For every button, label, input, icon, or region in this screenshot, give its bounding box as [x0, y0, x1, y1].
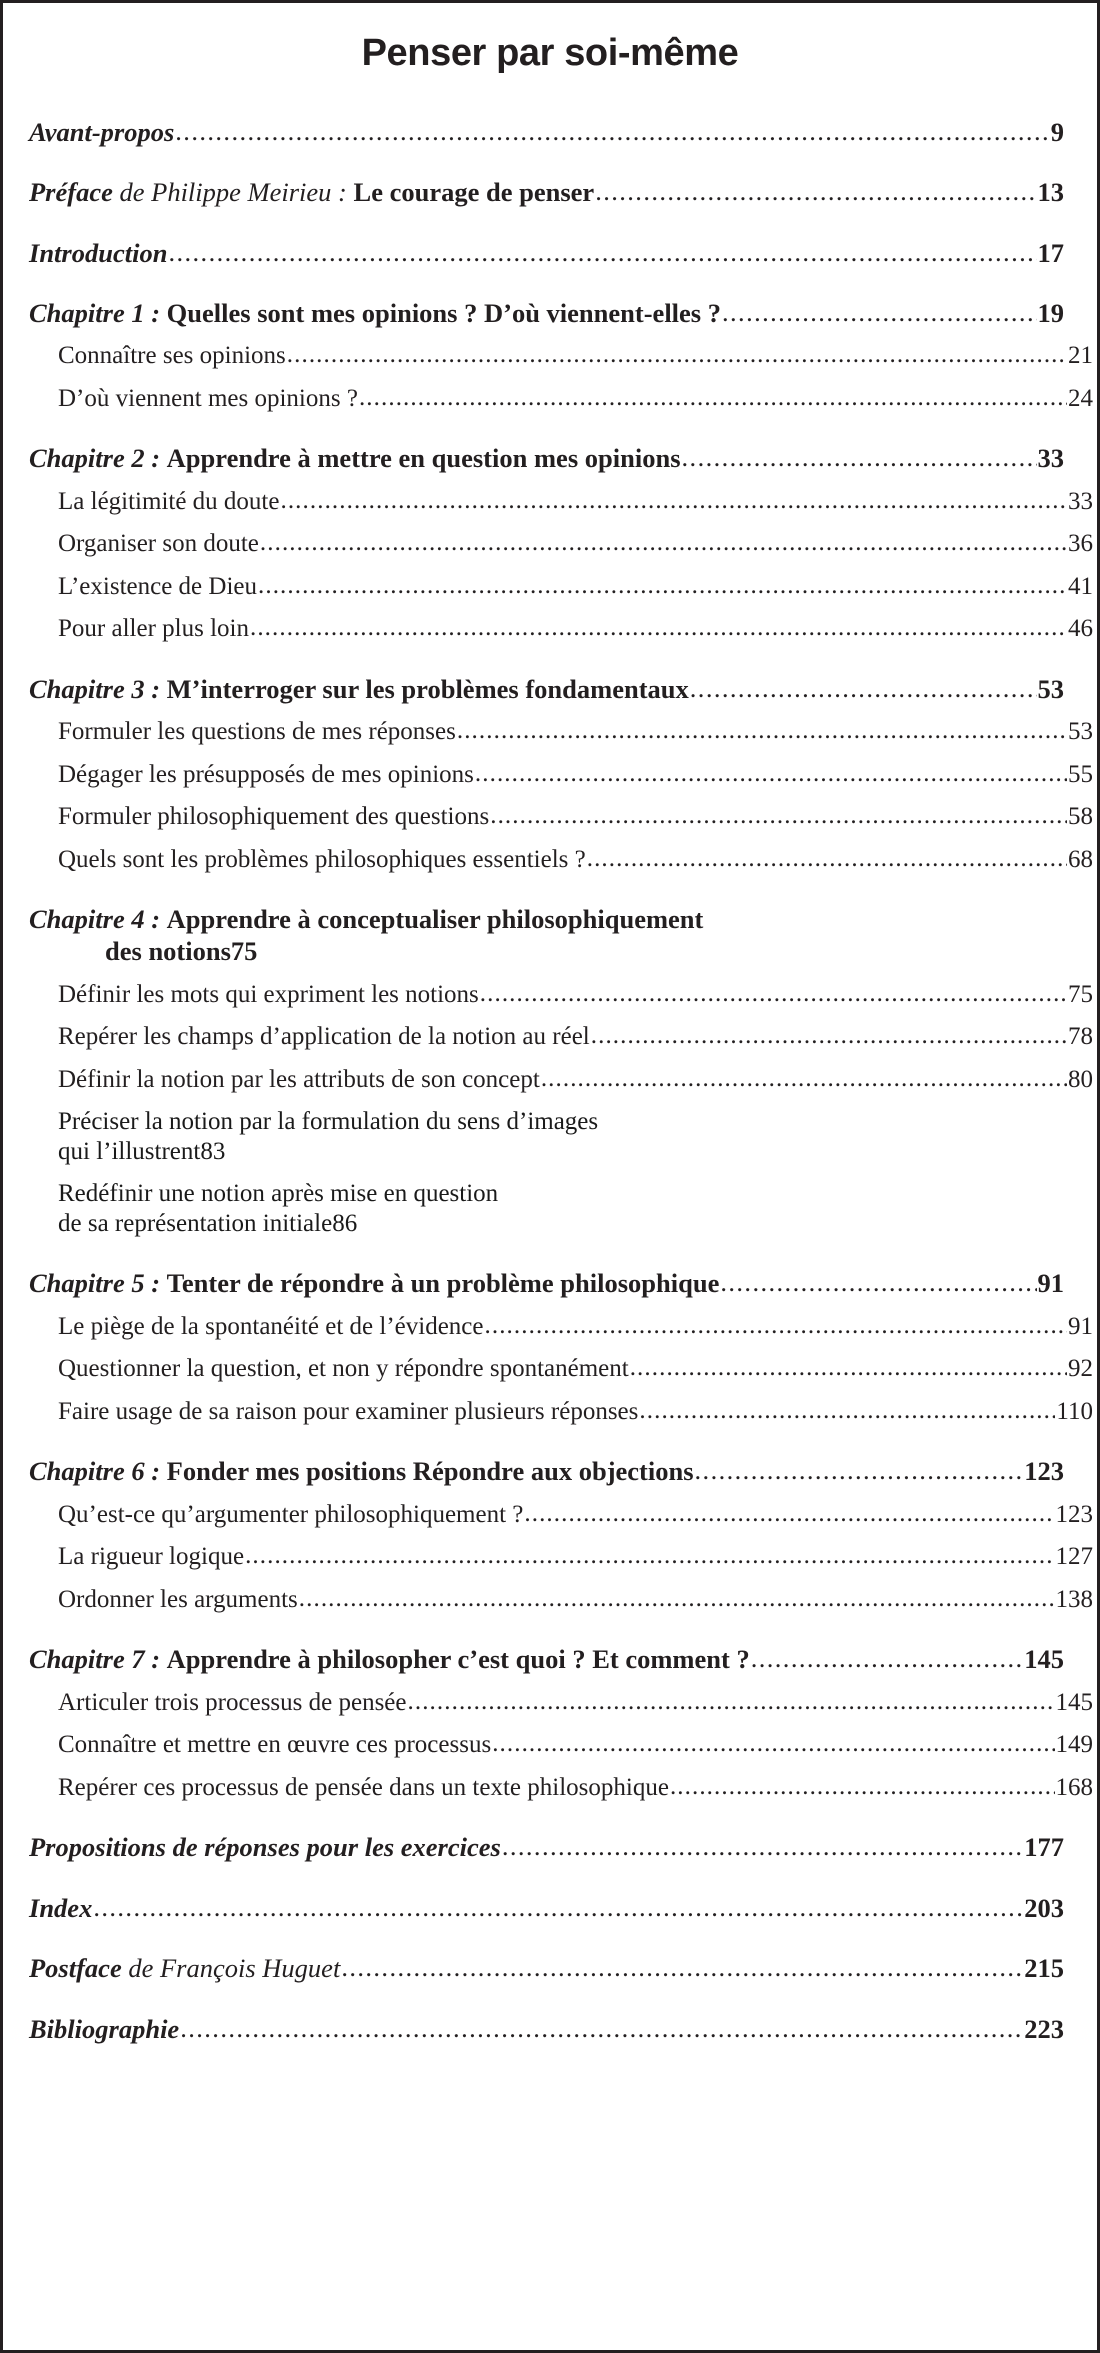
toc-entry-section[interactable] [29, 802, 1093, 832]
toc-page-number: 53 [1068, 718, 1093, 746]
dot-leader [490, 801, 1067, 831]
dot-leader [299, 1584, 1055, 1614]
toc-page-number: 123 [1024, 1456, 1064, 1487]
chapter-number-label: Chapitre 4 : [29, 904, 167, 935]
toc-entry-label: Connaître et mettre en œuvre ces processus [58, 1731, 492, 1759]
toc-entry-label-cont: de sa représentation initiale [58, 1209, 333, 1237]
toc-entry-chapter[interactable] [29, 298, 1064, 328]
toc-page-number: 55 [1068, 760, 1093, 788]
toc-entry-chapter[interactable] [29, 674, 1064, 704]
toc-entry-label-italic: Propositions de réponses pour les exercices [29, 1832, 501, 1863]
dot-leader [359, 383, 1067, 413]
dot-leader [630, 1353, 1067, 1383]
dot-leader [287, 340, 1067, 370]
toc-entry-label-line2-row [58, 1209, 1064, 1239]
toc-entry-section[interactable] [29, 341, 1093, 371]
toc-entry-label: Articuler trois processus de pensée [58, 1688, 407, 1716]
dot-leader [541, 1064, 1067, 1094]
toc-entry-label [29, 443, 681, 473]
toc-entry-label [29, 117, 174, 147]
dot-leader [180, 2013, 1023, 2043]
toc-page-number: 91 [1068, 1312, 1093, 1340]
dot-leader [492, 1729, 1054, 1759]
toc-entry-label: La légitimité du doute [58, 487, 280, 515]
toc-entry-label: Pour aller plus loin [58, 615, 249, 643]
toc-entry-section[interactable] [29, 1688, 1093, 1718]
toc-entry-label-bold: Fonder mes positions Répondre aux objections [166, 1456, 694, 1487]
toc-entry-section[interactable] [29, 760, 1093, 790]
toc-entry-section[interactable] [29, 1312, 1093, 1342]
dot-leader [670, 1772, 1055, 1802]
toc-entry-label: Formuler philosophiquement des questions [58, 803, 490, 831]
chapter-title-label: Apprendre à conceptualiser philosophiquement [166, 904, 704, 935]
toc-entry-label: D’où viennent mes opinions ? [58, 384, 358, 412]
toc-page-number: 145 [1024, 1644, 1064, 1675]
toc-page-number: 19 [1037, 298, 1064, 328]
toc-entry-label: Repérer les champs d’application de la notion au réel [58, 1023, 590, 1051]
toc-entry-section[interactable] [29, 1730, 1093, 1760]
toc-entry-label-line1 [29, 904, 1064, 935]
dot-leader [341, 1952, 1023, 1982]
toc-page-number: 21 [1068, 342, 1093, 370]
toc-entry-label: Définir les mots qui expriment les notions [58, 980, 479, 1008]
dot-leader [587, 844, 1067, 874]
toc-entry-chapter[interactable] [29, 1456, 1064, 1486]
dot-leader [720, 1267, 1036, 1297]
toc-entry-label [29, 1268, 719, 1298]
toc-entry-label-italic: Introduction [29, 237, 168, 268]
toc-entry-section[interactable] [29, 845, 1093, 875]
toc-page-number: 78 [1068, 1023, 1093, 1051]
toc-page-number: 36 [1068, 530, 1093, 558]
dot-leader [485, 1311, 1068, 1341]
toc-entry-label [29, 1893, 92, 1923]
toc-page-number: 168 [1055, 1773, 1093, 1801]
toc-page-number: 215 [1024, 1953, 1064, 1984]
toc-page-number: 33 [1037, 443, 1064, 474]
toc-page-number: 149 [1055, 1731, 1093, 1759]
toc-entry-section[interactable] [29, 980, 1093, 1010]
toc-entry-label: L’existence de Dieu [58, 572, 257, 600]
toc-entry-label: Dégager les présupposés de mes opinions [58, 760, 474, 788]
dot-leader [457, 716, 1067, 746]
dot-leader [639, 1396, 1055, 1426]
toc-entry-section[interactable] [29, 1354, 1093, 1384]
dot-leader [245, 1541, 1054, 1571]
toc-entry-section[interactable] [29, 1500, 1093, 1530]
toc-entry-label-author: de François Huguet [121, 1953, 341, 1984]
chapter-title-label-cont: des notions [105, 935, 231, 966]
toc-entry-label-italic: Chapitre 6 : [29, 1456, 167, 1487]
toc-entry-label: Formuler les questions de mes réponses [58, 718, 456, 746]
dot-leader [408, 1687, 1055, 1717]
toc-entry-label [29, 177, 594, 207]
toc-entry-label-author: de Philippe Meirieu : [112, 177, 354, 208]
toc-page-number: 68 [1068, 845, 1093, 873]
toc-page-number: 75 [1068, 980, 1093, 1008]
toc-page-number: 138 [1055, 1585, 1093, 1613]
toc-entry-section[interactable] [29, 614, 1093, 644]
toc-entry-label-bold: Quelles sont mes opinions ? D’où viennent-elles ? [166, 298, 721, 328]
toc-page-number: 177 [1024, 1832, 1064, 1863]
toc-entry-label [29, 1644, 750, 1674]
toc-entry-label: Quels sont les problèmes philosophiques essentiels ? [58, 845, 586, 873]
toc-page-number: 17 [1037, 237, 1064, 268]
toc-entry-label-italic: Bibliographie [29, 2013, 180, 2044]
dot-leader [250, 613, 1067, 643]
toc-page-number: 80 [1068, 1065, 1093, 1093]
toc-entry-label-italic: Préface [29, 177, 113, 208]
toc-entry-label [29, 674, 689, 704]
toc-entry-label-bold: Tenter de répondre à un problème philosophique [166, 1268, 720, 1299]
toc-page-number: 9 [1050, 116, 1064, 147]
dot-leader [168, 237, 1036, 267]
dot-leader [258, 571, 1067, 601]
toc-page-number: 203 [1024, 1892, 1064, 1923]
toc-entry-label-cont: qui l’illustrent [58, 1137, 201, 1165]
toc-entry-label [29, 238, 167, 268]
toc-entry-section[interactable] [29, 1397, 1093, 1427]
dot-leader [682, 442, 1037, 472]
toc-entry-label [29, 1832, 501, 1862]
toc-entry-label-bold: Apprendre à mettre en question mes opinions [166, 443, 681, 474]
toc-page-number: 123 [1055, 1500, 1093, 1528]
dot-leader [475, 759, 1067, 789]
toc-page-number: 91 [1037, 1268, 1064, 1299]
toc-entry-chapter[interactable] [29, 1832, 1064, 1862]
toc-page-number: 92 [1068, 1355, 1093, 1383]
toc-entry-label-italic: Chapitre 3 : [29, 673, 167, 704]
dot-leader [260, 528, 1067, 558]
toc-entry-label [29, 298, 721, 328]
table-of-contents [3, 117, 1097, 2045]
toc-entry-section[interactable] [29, 1022, 1093, 1052]
toc-entry-label-line1: Préciser la notion par la formulation du sens d’images [58, 1108, 599, 1136]
toc-entry-label: Organiser son doute [58, 530, 259, 558]
toc-entry-section[interactable] [29, 1179, 1064, 1238]
toc-entry-section[interactable] [29, 1585, 1093, 1615]
toc-page-number: 223 [1024, 2013, 1064, 2044]
toc-entry-chapter[interactable] [29, 117, 1064, 147]
toc-entry-label: Qu’est-ce qu’argumenter philosophiquement ? [58, 1500, 524, 1528]
dot-leader [591, 1021, 1067, 1051]
toc-entry-chapter[interactable] [29, 238, 1064, 268]
toc-entry-label [29, 2014, 179, 2044]
toc-entry-chapter[interactable] [29, 177, 1064, 207]
toc-entry-label: Le piège de la spontanéité et de l’évidence [58, 1312, 484, 1340]
toc-page-number: 13 [1037, 177, 1064, 208]
toc-entry-section[interactable] [29, 1107, 1064, 1166]
toc-page-number: 58 [1068, 803, 1093, 831]
toc-page-number: 127 [1055, 1543, 1093, 1571]
toc-entry-label-italic: Chapitre 1 : [29, 298, 167, 328]
toc-page-number: 83 [200, 1137, 226, 1165]
toc-entry-label-italic: Chapitre 7 : [29, 1644, 167, 1675]
toc-entry-label: Questionner la question, et non y répondre spontanément [58, 1355, 629, 1383]
toc-entry-chapter[interactable] [29, 1644, 1064, 1674]
toc-entry-label: Connaître ses opinions [58, 342, 286, 370]
dot-leader [93, 1892, 1023, 1922]
toc-page-number: 75 [230, 935, 258, 966]
toc-entry-chapter[interactable] [29, 1953, 1064, 1983]
toc-entry-label-bold: Le courage de penser [353, 177, 595, 208]
toc-entry-label: Ordonner les arguments [58, 1585, 298, 1613]
toc-entry-label-bold: Apprendre à philosopher c’est quoi ? Et comment ? [166, 1644, 750, 1675]
dot-leader [280, 486, 1067, 516]
toc-entry-label: Définir la notion par les attributs de son concept [58, 1065, 540, 1093]
toc-entry-section[interactable] [29, 717, 1093, 747]
toc-entry-section[interactable] [29, 1065, 1093, 1095]
toc-entry-label [29, 1953, 340, 1983]
toc-entry-label-bold: M’interroger sur les problèmes fondamentaux [166, 673, 689, 704]
dot-leader [751, 1643, 1024, 1673]
toc-entry-label: Faire usage de sa raison pour examiner plusieurs réponses [58, 1397, 639, 1425]
dot-leader [480, 979, 1067, 1009]
dot-leader [595, 176, 1036, 206]
dot-leader [722, 297, 1037, 327]
dot-leader [502, 1831, 1023, 1861]
toc-entry-section[interactable] [29, 487, 1093, 517]
toc-page-number: 145 [1055, 1688, 1093, 1716]
toc-page-number: 24 [1068, 384, 1093, 412]
toc-page-number: 86 [332, 1209, 358, 1237]
dot-leader [524, 1499, 1054, 1529]
dot-leader [695, 1455, 1024, 1485]
page-title: Penser par soi-même [361, 32, 739, 74]
toc-entry-section[interactable] [29, 572, 1093, 602]
toc-entry-chapter[interactable] [29, 1893, 1064, 1923]
toc-entry-chapter[interactable] [29, 443, 1064, 473]
toc-entry-label-italic: Avant-propos [29, 116, 175, 147]
toc-entry-section[interactable] [29, 529, 1093, 559]
toc-entry-section[interactable] [29, 384, 1093, 414]
dot-leader [690, 673, 1037, 703]
toc-entry-label-line2 [29, 936, 1064, 967]
toc-page-number: 110 [1056, 1397, 1093, 1425]
toc-entry-label-italic: Postface [29, 1953, 122, 1984]
toc-page-number: 33 [1068, 487, 1093, 515]
toc-entry-label-italic: Chapitre 5 : [29, 1268, 167, 1299]
toc-page-number: 53 [1037, 673, 1064, 704]
toc-entry-chapter[interactable] [29, 2014, 1064, 2044]
toc-entry-label: La rigueur logique [58, 1543, 245, 1571]
toc-entry-chapter[interactable] [29, 904, 1064, 967]
toc-entry-chapter[interactable] [29, 1268, 1064, 1298]
toc-page-number: 41 [1068, 572, 1093, 600]
toc-entry-label-line1: Redéfinir une notion après mise en question [58, 1180, 499, 1208]
toc-entry-label: Repérer ces processus de pensée dans un texte philosophique [58, 1773, 669, 1801]
toc-entry-section[interactable] [29, 1542, 1093, 1572]
toc-entry-label [29, 1456, 694, 1486]
toc-entry-section[interactable] [29, 1773, 1093, 1803]
toc-entry-label-italic: Index [29, 1892, 93, 1923]
dot-leader [175, 116, 1049, 146]
toc-entry-label-line2-row [58, 1137, 1064, 1167]
toc-entry-label-italic: Chapitre 2 : [29, 443, 167, 474]
toc-page-number: 46 [1068, 615, 1093, 643]
